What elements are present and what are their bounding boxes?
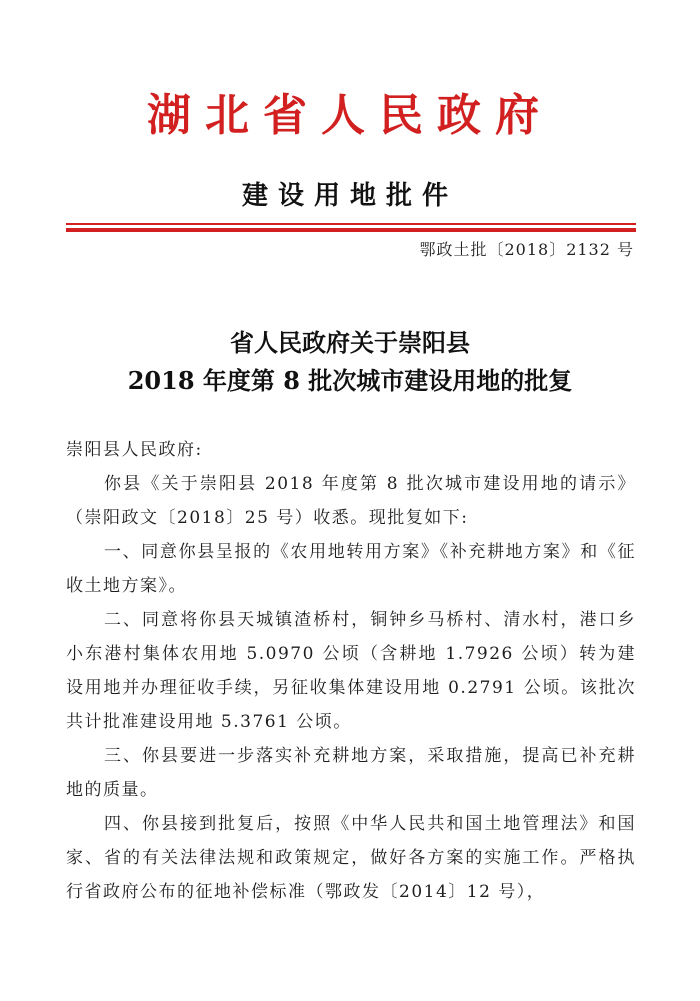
body-paragraph: 你县《关于崇阳县 2018 年度第 8 批次城市建设用地的请示》（崇阳政文〔2018〕25 号）收悉。现批复如下: [66, 474, 636, 528]
document-title-line-2: 2018 年度第 8 批次城市建设用地的批复 [127, 366, 573, 395]
issuing-authority-title: 湖北省人民政府 [147, 90, 553, 141]
salutation: 崇阳县人民政府: [66, 440, 203, 460]
document-body [66, 433, 636, 909]
body-paragraph: 四、你县接到批复后，按照《中华人民共和国土地管理法》和国家、省的有关法律法规和政策规定，做好各方案的实施工作。严格执行省政府公布的征地补偿标准（鄂政发〔2014〕12 号）， [66, 814, 636, 902]
header-red-rule-thick [66, 228, 636, 232]
body-paragraph: 三、你县要进一步落实补充耕地方案，采取措施，提高已补充耕地的质量。 [66, 746, 636, 800]
document-number: 鄂政土批〔2018〕2132 号 [419, 240, 634, 259]
document-title-line-1: 省人民政府关于崇阳县 [230, 328, 470, 357]
body-paragraph: 一、同意你县呈报的《农用地转用方案》《补充耕地方案》和《征收土地方案》。 [66, 542, 636, 596]
header-red-rule-thin [66, 223, 636, 225]
body-paragraph: 二、同意将你县天城镇渣桥村，铜钟乡马桥村、清水村，港口乡小东港村集体农用地 5.0970 公顷（含耕地 1.7926 公顷）转为建设用地并办理征收手续，另征收集体建设用地 0.2791 公顷。该批次共计批准建设用地 5.3761 公顷。 [66, 610, 636, 732]
document-type-heading: 建设用地批件 [241, 181, 458, 211]
